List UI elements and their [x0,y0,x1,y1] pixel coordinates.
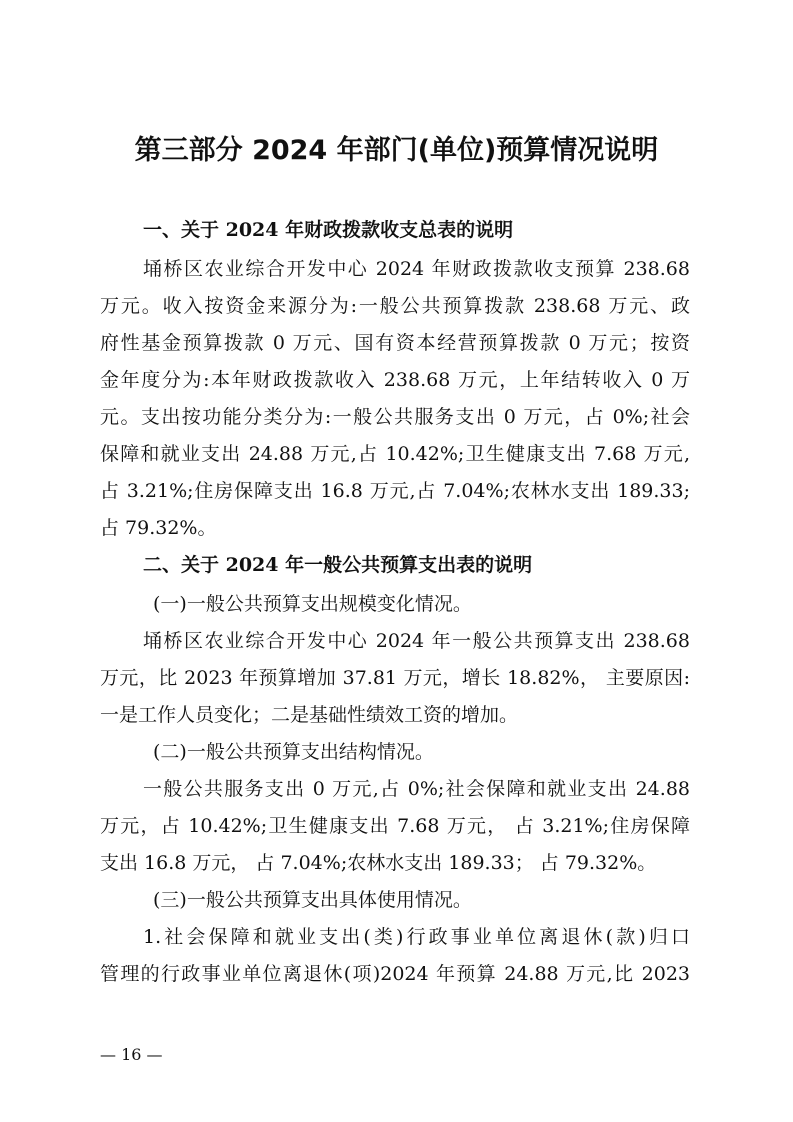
paragraph-line: 占 79.32%。 [100,517,217,539]
paragraph-line: 万元。收入按资金来源分为:一般公共预算拨款 238.68 万元、政 [100,295,690,317]
subheading-2: (二)一般公共预算支出结构情况。 [153,741,434,763]
paragraph-line: 埇桥区农业综合开发中心 2024 年一般公共预算支出 238.68 [143,630,690,652]
paragraph-line: 万元，占 10.42%;卫生健康支出 7.68 万元， 占 3.21%;住房保障 [100,815,690,837]
page-number: — 16 — [100,1045,163,1064]
paragraph-line: 支出 16.8 万元， 占 7.04%;农林水支出 189.33； 占 79.32%。 [100,852,657,874]
paragraph-line: 埇桥区农业综合开发中心 2024 年财政拨款收支预算 238.68 [143,258,690,280]
paragraph-line: 元。支出按功能分类分为:一般公共服务支出 0 万元，占 0%;社会 [100,406,690,428]
paragraph-line: 管理的行政事业单位离退休(项)2024 年预算 24.88 万元,比 2023 [100,963,690,985]
paragraph-line: 万元，比 2023 年预算增加 37.81 万元，增长 18.82%， 主要原因: [100,667,690,689]
subheading-3: (三)一般公共预算支出具体使用情况。 [153,889,472,911]
paragraph-line: 1.社会保障和就业支出(类)行政事业单位离退休(款)归口 [143,926,690,948]
paragraph-line: 府性基金预算拨款 0 万元、国有资本经营预算拨款 0 万元；按资 [100,332,690,354]
paragraph-line: 一是工作人员变化；二是基础性绩效工资的增加。 [100,704,519,726]
paragraph-line: 金年度分为:本年财政拨款收入 238.68 万元，上年结转收入 0 万 [100,369,690,391]
paragraph-line: 占 3.21%;住房保障支出 16.8 万元,占 7.04%;农林水支出 189.33; [100,480,690,502]
section-heading-1: 一、关于 2024 年财政拨款收支总表的说明 [143,219,514,241]
subheading-1: (一)一般公共预算支出规模变化情况。 [153,593,472,615]
paragraph-line: 一般公共服务支出 0 万元,占 0%;社会保障和就业支出 24.88 [143,778,690,800]
paragraph-line: 保障和就业支出 24.88 万元,占 10.42%;卫生健康支出 7.68 万元, [100,443,690,465]
page-title: 第三部分 2024 年部门(单位)预算情况说明 [134,135,659,166]
section-heading-2: 二、关于 2024 年一般公共预算支出表的说明 [143,554,533,576]
